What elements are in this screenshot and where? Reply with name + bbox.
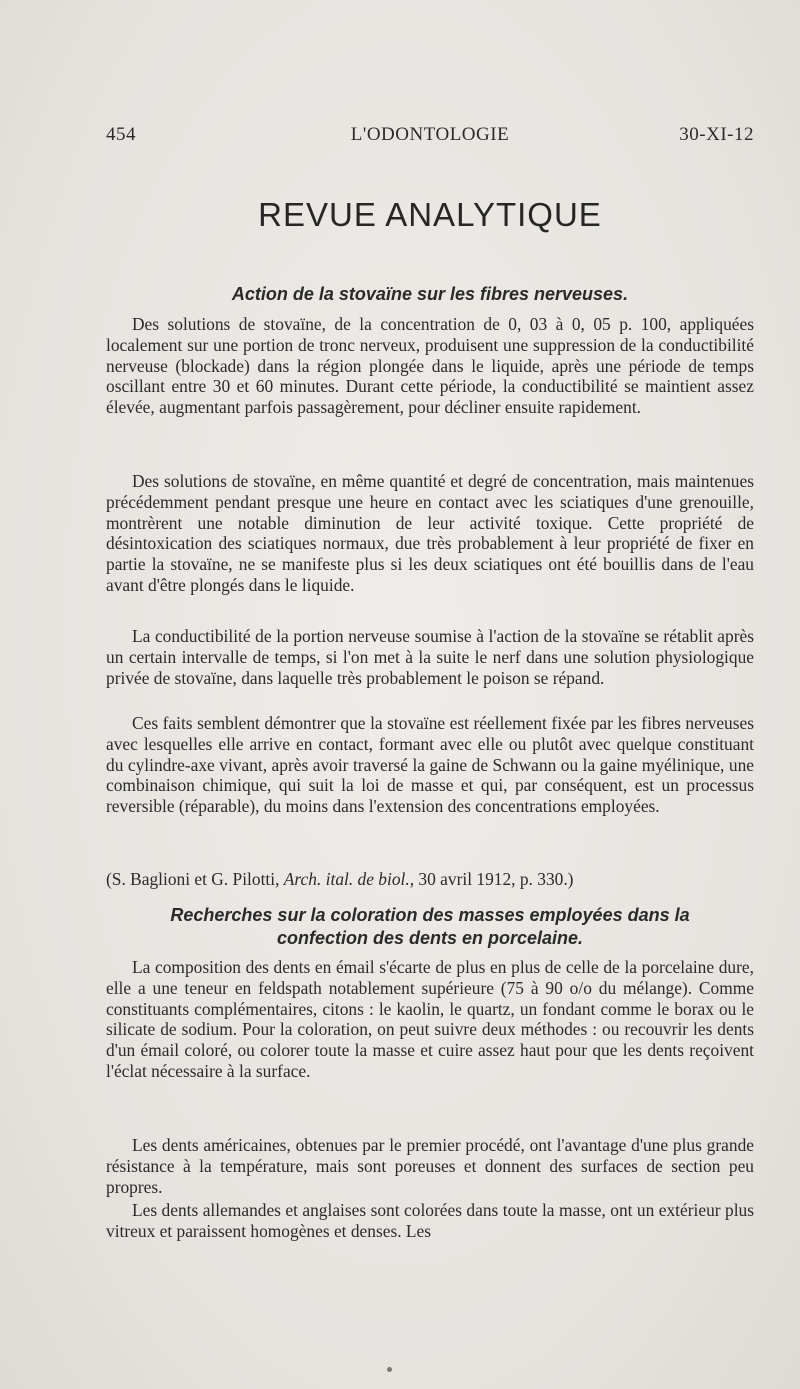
print-speck (387, 1367, 392, 1372)
running-header (106, 124, 754, 148)
article-2-paragraph-3: Les dents allemandes et anglaises sont colorées dans toute la masse, ont un extérieur plus vitreux et paraissent homogènes et denses. Les (106, 1200, 754, 1241)
article-2-heading-line-2: confection des dents en porcelaine. (276, 928, 584, 948)
article-2-paragraph-2: Les dents américaines, obtenues par le premier procédé, ont l'avantage d'une plus grande résistance à la température, mais sont poreuses et donnent des surfaces de section peu propres. (106, 1135, 754, 1197)
issue-date: 30-XI-12 (679, 124, 754, 145)
article-2-heading-line-1: Recherches sur la coloration des masses employées dans la (170, 905, 690, 925)
article-2-heading (106, 904, 754, 950)
article-1-reference (106, 869, 754, 890)
article-2-paragraph-1: La composition des dents en émail s'écarte de plus en plus de celle de la porcelaine dure, elle a une teneur en feldspath notablement supérieure (75 à 90 o/o du mélange). Comme constituants complémentaires, citons : le kaolin, le quartz, un fondant comme le borax ou le silicate de sodium. Pour la coloration, on peut suivre deux méthodes : ou recouvrir les dents d'un émail coloré, ou colorer toute la masse et cuire assez haut pour que les dents reçoivent l'éclat nécessaire à la surface. (106, 957, 754, 1081)
reference-details: 30 avril 1912, p. 330.) (418, 869, 574, 889)
article-1-paragraph-1: Des solutions de stovaïne, de la concentration de 0, 03 à 0, 05 p. 100, appliquées localement sur une portion de tronc nerveux, produisent une suppression de la conductibilité nerveuse (blockade) dans la région plongée dans le liquide, après une période de temps oscillant entre 30 et 60 minutes. Durant cette période, la conductibilité se maintient assez élevée, augmentant parfois passagèrement, pour décliner ensuite rapidement. (106, 314, 754, 418)
journal-name: L'ODONTOLOGIE (350, 124, 510, 145)
reference-authors: (S. Baglioni et G. Pilotti, (106, 869, 280, 889)
article-1-paragraph-3: La conductibilité de la portion nerveuse soumise à l'action de la stovaïne se rétablit après un certain intervalle de temps, si l'on met à la suite le nerf dans une solution physiologique privée de stovaïne, dans laquelle très probablement le poison se répand. (106, 626, 754, 688)
page-title: REVUE ANALYTIQUE (258, 196, 602, 233)
page-number: 454 (106, 124, 136, 145)
article-1-paragraph-2: Des solutions de stovaïne, en même quantité et degré de concentration, mais maintenues précédemment pendant presque une heure en contact avec les sciatiques d'une grenouille, montrèrent une notable diminution de leur activité toxique. Cette propriété de désintoxication des sciatiques normaux, due très probablement à leur propriété de fixer en partie la stovaïne, ne se manifeste plus si les deux sciatiques ont été bouillis dans de l'eau avant d'être plongés dans le liquide. (106, 471, 754, 595)
article-1-paragraph-4: Ces faits semblent démontrer que la stovaïne est réellement fixée par les fibres nerveuses avec lesquelles elle arrive en contact, formant avec elle ou plutôt avec quelque constituant du cylindre-axe vivant, après avoir traversé la gaine de Schwann ou la gaine myélinique, une combinaison chimique, qui suit la loi de masse et qui, par conséquent, est un processus reversible (réparable), du moins dans l'extension des concentrations employées. (106, 713, 754, 817)
reference-source: Arch. ital. de biol., (283, 869, 415, 889)
article-1-heading: Action de la stovaïne sur les fibres nerveuses. (231, 284, 629, 304)
